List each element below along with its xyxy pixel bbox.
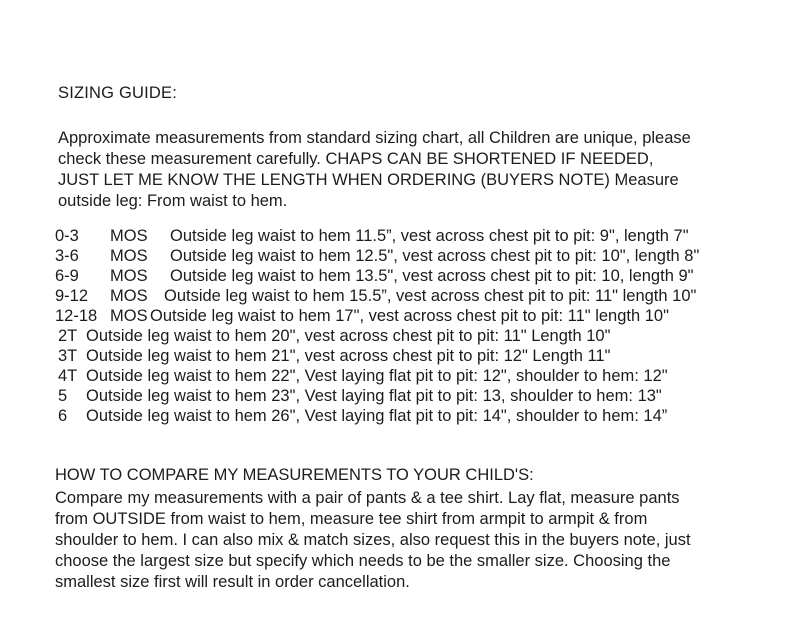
size-row <box>55 366 699 386</box>
size-label: 4T <box>58 367 78 385</box>
size-label: 0-3 <box>55 227 79 245</box>
size-unit: MOS <box>110 267 148 285</box>
size-row <box>55 326 699 346</box>
compare-line: from OUTSIDE from waist to hem, measure tee shirt from armpit to armpit & from <box>55 510 648 528</box>
size-measurements: Outside leg waist to hem 11.5”, vest across chest pit to pit: 9", length 7" <box>170 227 689 245</box>
size-row <box>55 226 699 246</box>
size-measurements: Outside leg waist to hem 26", Vest laying flat pit to pit: 14", shoulder to hem: 14” <box>86 407 668 425</box>
intro-line: check these measurement carefully. CHAPS CAN BE SHORTENED IF NEEDED, <box>58 150 654 168</box>
compare-paragraph <box>55 488 775 593</box>
intro-line: outside leg: From waist to hem. <box>58 192 288 210</box>
size-label: 12-18 <box>55 307 98 325</box>
size-row <box>55 306 699 326</box>
size-measurements: Outside leg waist to hem 22", Vest laying flat pit to pit: 12", shoulder to hem: 12" <box>86 367 668 385</box>
size-list <box>55 226 699 426</box>
size-row <box>55 346 699 366</box>
compare-line: smallest size first will result in order cancellation. <box>55 573 410 591</box>
intro-line: JUST LET ME KNOW THE LENGTH WHEN ORDERING (BUYERS NOTE) Measure <box>58 171 679 189</box>
size-label: 6 <box>58 407 68 425</box>
size-measurements: Outside leg waist to hem 12.5", vest across chest pit to pit: 10", length 8" <box>170 247 700 265</box>
size-measurements: Outside leg waist to hem 20", vest across chest pit to pit: 11" Length 10" <box>86 327 611 345</box>
size-label: 9-12 <box>55 287 89 305</box>
size-measurements: Outside leg waist to hem 23", Vest laying flat pit to pit: 13, shoulder to hem: 13" <box>86 387 662 405</box>
size-row <box>55 266 699 286</box>
compare-line: shoulder to hem. I can also mix & match sizes, also request this in the buyers note, just <box>55 531 691 549</box>
intro-paragraph <box>58 128 758 212</box>
compare-line: Compare my measurements with a pair of pants & a tee shirt. Lay flat, measure pants <box>55 489 680 507</box>
size-row <box>55 386 699 406</box>
size-row <box>55 246 699 266</box>
size-measurements: Outside leg waist to hem 15.5”, vest across chest pit to pit: 11" length 10" <box>164 287 697 305</box>
size-measurements: Outside leg waist to hem 21", vest across chest pit to pit: 12" Length 11" <box>86 347 611 365</box>
size-row <box>55 286 699 306</box>
size-unit: MOS <box>110 307 148 325</box>
size-label: 6-9 <box>55 267 79 285</box>
size-unit: MOS <box>110 227 148 245</box>
compare-heading: HOW TO COMPARE MY MEASUREMENTS TO YOUR CHILD'S: <box>55 466 534 484</box>
size-measurements: Outside leg waist to hem 13.5", vest across chest pit to pit: 10, length 9" <box>170 267 694 285</box>
sizing-guide-heading: SIZING GUIDE: <box>58 84 178 102</box>
size-label: 2T <box>58 327 78 345</box>
compare-line: choose the largest size but specify which needs to be the smaller size. Choosing the <box>55 552 671 570</box>
intro-line: Approximate measurements from standard sizing chart, all Children are unique, please <box>58 129 691 147</box>
size-label: 5 <box>58 387 68 405</box>
size-label: 3-6 <box>55 247 79 265</box>
size-label: 3T <box>58 347 78 365</box>
size-row <box>55 406 699 426</box>
size-unit: MOS <box>110 287 148 305</box>
size-unit: MOS <box>110 247 148 265</box>
size-measurements: Outside leg waist to hem 17", vest across chest pit to pit: 11" length 10" <box>150 307 669 325</box>
